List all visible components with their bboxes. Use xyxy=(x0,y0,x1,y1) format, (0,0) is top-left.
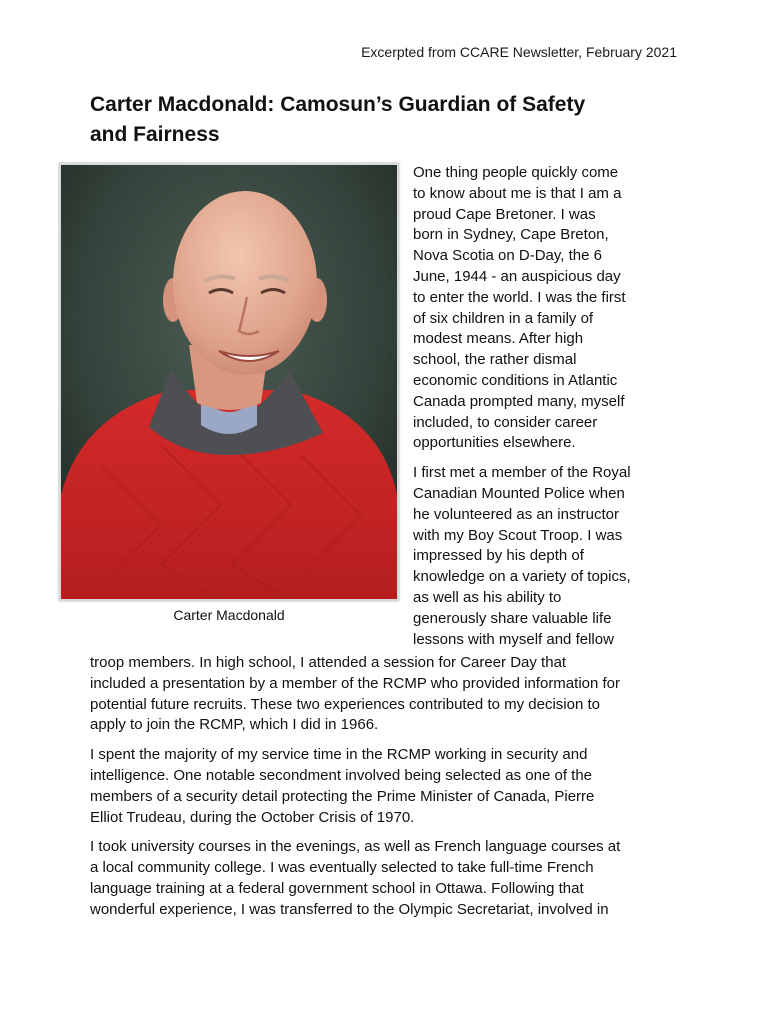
title-line: Carter Macdonald: Camosun’s Guardian of Safety xyxy=(90,93,586,116)
portrait-illustration xyxy=(61,165,397,599)
portrait-figure xyxy=(59,163,399,625)
text-line: he volunteered as an instructor xyxy=(413,505,619,523)
portrait-photo xyxy=(59,163,399,601)
article-title xyxy=(90,90,650,150)
text-line: wonderful experience, I was transferred to the Olympic Secretariat, involved in xyxy=(90,900,609,918)
text-line: One thing people quickly come xyxy=(413,164,619,181)
text-line: knowledge on a variety of topics, xyxy=(413,568,631,586)
text-line: economic conditions in Atlantic xyxy=(413,371,618,389)
text-line: school, the rather dismal xyxy=(413,351,577,369)
paragraph-security-service xyxy=(90,745,650,828)
text-line: opportunities elsewhere. xyxy=(413,434,576,452)
text-line: intelligence. One notable secondment involved being selected as one of the xyxy=(90,766,593,784)
paragraph-early-life xyxy=(413,163,641,454)
text-line: included, to consider career xyxy=(413,413,598,431)
text-line: troop members. In high school, I attended a session for Career Day that xyxy=(90,654,567,671)
text-line: apply to join the RCMP, which I did in 1966. xyxy=(90,716,379,734)
text-line: to know about me is that I am a xyxy=(413,184,622,202)
text-line: to enter the world. I was the first xyxy=(413,288,626,306)
main-column-text xyxy=(90,653,650,930)
title-line: and Fairness xyxy=(90,123,220,146)
text-line: as well as his ability to xyxy=(413,588,562,606)
newsletter-source-note: Excerpted from CCARE Newsletter, February 2021 xyxy=(361,44,677,60)
text-line: Canada prompted many, myself xyxy=(413,392,625,410)
text-line: language training at a federal government school in Ottawa. Following that xyxy=(90,879,584,897)
text-line: June, 1944 - an auspicious day xyxy=(413,267,621,285)
text-line: Nova Scotia on D-Day, the 6 xyxy=(413,247,602,265)
text-line: I spent the majority of my service time in the RCMP working in security and xyxy=(90,746,588,764)
side-column-text xyxy=(413,163,641,659)
text-line: Elliot Trudeau, during the October Crisis of 1970. xyxy=(90,808,415,826)
text-line: I first met a member of the Royal xyxy=(413,464,631,482)
text-line: lessons with myself and fellow xyxy=(413,630,614,648)
text-line: born in Sydney, Cape Breton, xyxy=(413,226,609,244)
text-line: a local community college. I was eventually selected to take full-time French xyxy=(90,859,594,877)
text-line: Canadian Mounted Police when xyxy=(413,484,625,502)
paragraph-education xyxy=(90,837,650,920)
text-line: impressed by his depth of xyxy=(413,547,584,565)
text-line: of six children in a family of xyxy=(413,309,594,327)
text-line: potential future recruits. These two experiences contributed to my decision to xyxy=(90,695,600,713)
text-line: generously share valuable life xyxy=(413,609,612,627)
text-line: proud Cape Bretoner. I was xyxy=(413,205,596,223)
text-line: with my Boy Scout Troop. I was xyxy=(413,526,623,544)
text-line: included a presentation by a member of the RCMP who provided information for xyxy=(90,674,621,692)
photo-caption: Carter Macdonald xyxy=(173,607,285,623)
text-line: modest means. After high xyxy=(413,330,584,348)
text-line: I took university courses in the evenings, as well as French language courses at xyxy=(90,838,621,856)
paragraph-rcmp-intro-cont xyxy=(90,653,650,736)
paragraph-rcmp-intro-side xyxy=(413,463,641,650)
text-line: members of a security detail protecting the Prime Minister of Canada, Pierre xyxy=(90,787,595,805)
